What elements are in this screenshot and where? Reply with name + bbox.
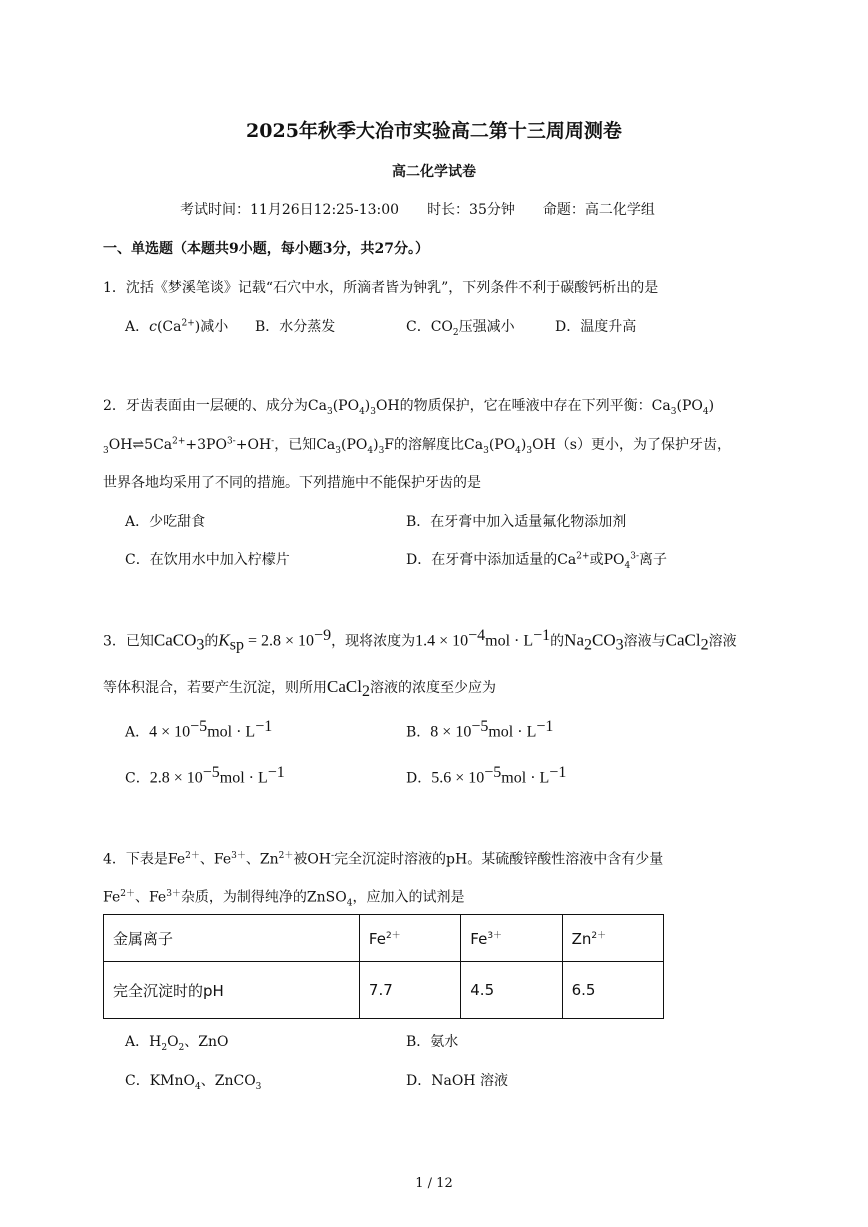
table-header-cell: $Fe^{2+}$ [359, 915, 460, 962]
table-cell: 4.5 [461, 962, 562, 1019]
q3-option-a[interactable]: A．$4 \times 10^{-5}mol \cdot L^{-1}$ [125, 718, 273, 741]
q2-option-b[interactable]: B．在牙膏中加入适量氟化物添加剂 [406, 514, 627, 530]
table-cell: 7.7 [359, 962, 460, 1019]
q4-option-b[interactable]: B．氨水 [406, 1034, 459, 1050]
table-row [104, 962, 664, 1019]
ph-table [103, 914, 664, 1019]
q2-option-d[interactable]: D．在牙膏中添加适量的$Ca^{2+}$或$PO_4^{3-}$离子 [406, 551, 667, 571]
q4-option-d[interactable]: D．NaOH 溶液 [406, 1073, 508, 1089]
q4-option-c[interactable]: C．KMnO$_4$、ZnCO$_3$ [125, 1073, 262, 1092]
q2-option-a[interactable]: A．少吃甜食 [125, 514, 206, 530]
question-2-line-1: 2．牙齿表面由一层硬的、成分为$Ca_3(PO_4)_3OH$的物质保护，它在唾液中存在下列平衡：$Ca_3(PO_4)$ [103, 398, 715, 417]
question-3-line-2: 等体积混合，若要产生沉淀，则所用CaCl$_2$溶液的浓度至少应为 [103, 677, 496, 700]
q4-option-a[interactable]: A．$H_2O_2$、ZnO [125, 1034, 229, 1053]
q3-option-c[interactable]: C．$2.8 \times 10^{-5}mol \cdot L^{-1}$ [125, 764, 285, 787]
page-title: 2025年秋季大冶市实验高二第十三周周测卷 [246, 120, 622, 142]
question-4-line-2: $Fe^{2+}$、$Fe^{3+}$杂质，为制得纯净的ZnSO$_4$，应加入的试剂是 [103, 889, 465, 909]
table-header-cell: $Zn^{2+}$ [562, 915, 663, 962]
section-heading: 一、单选题（本题共9小题，每小题3分，共27分。） [103, 241, 429, 257]
q2-option-c[interactable]: C．在饮用水中加入柠檬片 [125, 552, 290, 568]
question-3-line-1: 3．已知CaCO$_3$的$K_{sp} = 2.8 \times 10^{-9}$，现将浓度为$1.4 \times 10^{-4}mol \cdot L^{-1}$的$Na_2CO_3$溶液与CaCl$_2$溶液 [103, 627, 737, 654]
table-cell: 完全沉淀时的pH [104, 962, 360, 1019]
q1-option-d[interactable]: D．温度升高 [555, 319, 637, 335]
page-number: 1 / 12 [415, 1176, 453, 1191]
q1-option-c[interactable]: C．$CO_2$压强减小 [406, 319, 515, 338]
table-header-cell: $Fe^{3+}$ [461, 915, 562, 962]
equilibrium-arrow: ⇌ [132, 437, 145, 453]
q1-option-a[interactable]: A．$c(Ca^{2+})$减小 [125, 318, 229, 335]
question-4-line-1: 4．下表是$Fe^{2+}$、$Fe^{3+}$、$Zn^{2+}$被OH-完全沉淀时溶液的pH。某硫酸锌酸性溶液中含有少量 [103, 851, 664, 868]
exam-duration: 时长：35分钟 [427, 202, 515, 218]
q1-option-b[interactable]: B．水分蒸发 [255, 319, 336, 335]
q3-option-d[interactable]: D．$5.6 \times 10^{-5}mol \cdot L^{-1}$ [406, 764, 567, 787]
question-1-stem: 1．沈括《梦溪笔谈》记载“石穴中水，所滴者皆为钟乳”，下列条件不利于碳酸钙析出的是 [103, 280, 659, 296]
exam-author: 命题：高二化学组 [542, 202, 655, 218]
question-2-line-3: 世界各地均采用了不同的措施。下列措施中不能保护牙齿的是 [103, 475, 481, 491]
exam-time: 考试时间：11月26日12:25-13:00 [180, 202, 400, 218]
page-subtitle: 高二化学试卷 [392, 164, 476, 180]
table-cell: 6.5 [562, 962, 663, 1019]
q3-option-b[interactable]: B．$8 \times 10^{-5}mol \cdot L^{-1}$ [406, 718, 554, 741]
table-row [104, 915, 664, 962]
question-2-line-2: $_3OH\rightleftharpoons 5Ca^{2+}+3PO^{3-}+OH^-$，已知$Ca_3(PO_4)_3F$的溶解度比$Ca_3(PO_4)_3OH(s)$更小，为了保护牙齿， [103, 436, 731, 456]
table-header-cell: 金属离子 [104, 915, 360, 962]
exam-meta [180, 199, 683, 219]
